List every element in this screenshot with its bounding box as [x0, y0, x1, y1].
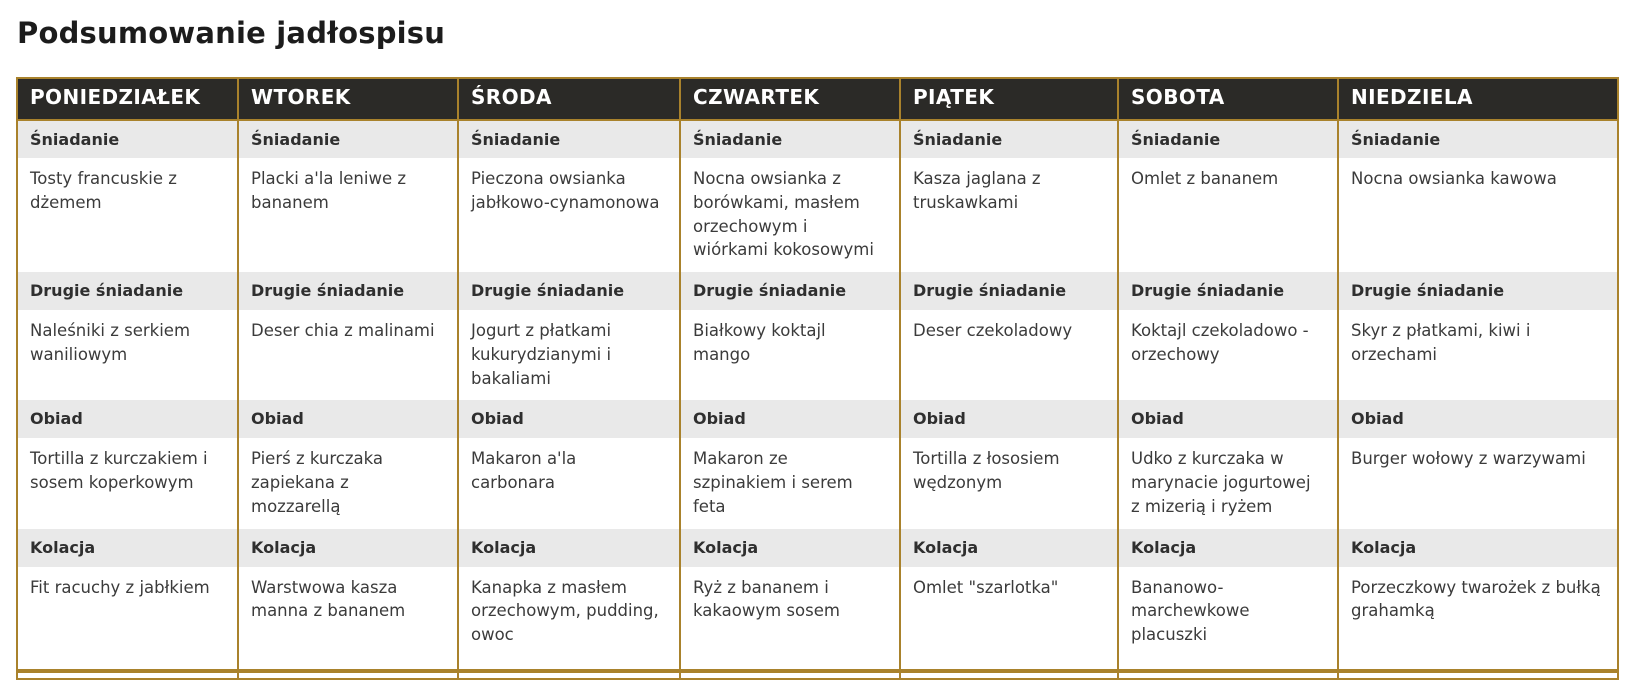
meal-type-label: Drugie śniadanie — [900, 272, 1118, 310]
meal-type-label: Kolacja — [1338, 529, 1618, 567]
next-row-partial-cell — [1118, 671, 1338, 679]
meal-cell: Białkowy koktajl mango — [680, 310, 900, 400]
meal-cell: Omlet "szarlotka" — [900, 567, 1118, 671]
meal-type-label-row — [17, 400, 1618, 438]
meal-type-label: Obiad — [238, 400, 458, 438]
next-row-partial — [17, 671, 1618, 679]
meal-type-label-row — [17, 272, 1618, 310]
meal-cell: Tortilla z kurczakiem i sosem koperkowym — [17, 438, 238, 528]
meal-cell: Bananowo-marchewkowe placuszki — [1118, 567, 1338, 671]
meal-type-label: Drugie śniadanie — [1338, 272, 1618, 310]
meal-cell: Pierś z kurczaka zapiekana z mozzarellą — [238, 438, 458, 528]
meal-type-label: Obiad — [17, 400, 238, 438]
meal-type-label: Śniadanie — [680, 120, 900, 158]
next-row-partial-cell — [1338, 671, 1618, 679]
meal-type-label: Obiad — [680, 400, 900, 438]
day-header-row — [17, 78, 1618, 120]
meal-cell: Kasza jaglana z truskawkami — [900, 158, 1118, 272]
meal-cell: Burger wołowy z warzywami — [1338, 438, 1618, 528]
meal-cell: Makaron ze szpinakiem i serem feta — [680, 438, 900, 528]
meal-type-label: Śniadanie — [238, 120, 458, 158]
meal-type-label: Obiad — [458, 400, 680, 438]
meal-type-label: Śniadanie — [17, 120, 238, 158]
meal-cell: Nocna owsianka kawowa — [1338, 158, 1618, 272]
day-header-3: ŚRODA — [458, 78, 680, 120]
meal-content-row — [17, 567, 1618, 671]
meal-type-label-row — [17, 120, 1618, 158]
meal-cell: Makaron a'la carbonara — [458, 438, 680, 528]
meal-type-label: Kolacja — [1118, 529, 1338, 567]
meal-type-label: Drugie śniadanie — [238, 272, 458, 310]
day-header-1: PONIEDZIAŁEK — [17, 78, 238, 120]
meal-content-row — [17, 438, 1618, 528]
meal-type-label: Obiad — [1338, 400, 1618, 438]
meal-cell: Deser chia z malinami — [238, 310, 458, 400]
meal-content-row — [17, 158, 1618, 272]
day-header-5: PIĄTEK — [900, 78, 1118, 120]
meal-content-row — [17, 310, 1618, 400]
meal-cell: Pieczona owsianka jabłkowo-cynamonowa — [458, 158, 680, 272]
meal-cell: Tosty francuskie z dżemem — [17, 158, 238, 272]
meal-type-label: Śniadanie — [458, 120, 680, 158]
meal-cell: Jogurt z płatkami kukurydzianymi i bakaliami — [458, 310, 680, 400]
meal-cell: Placki a'la leniwe z bananem — [238, 158, 458, 272]
meal-type-label: Drugie śniadanie — [680, 272, 900, 310]
next-row-partial-cell — [238, 671, 458, 679]
meal-cell: Tortilla z łososiem wędzonym — [900, 438, 1118, 528]
meal-cell: Ryż z bananem i kakaowym sosem — [680, 567, 900, 671]
meal-type-label: Obiad — [1118, 400, 1338, 438]
meal-type-label: Drugie śniadanie — [17, 272, 238, 310]
meal-type-label: Kolacja — [238, 529, 458, 567]
day-header-6: SOBOTA — [1118, 78, 1338, 120]
meal-cell: Koktajl czekoladowo - orzechowy — [1118, 310, 1338, 400]
next-row-partial-cell — [17, 671, 238, 679]
meal-cell: Skyr z płatkami, kiwi i orzechami — [1338, 310, 1618, 400]
meal-type-label: Śniadanie — [1118, 120, 1338, 158]
day-header-7: NIEDZIELA — [1338, 78, 1618, 120]
next-row-partial-cell — [900, 671, 1118, 679]
meal-type-label: Śniadanie — [900, 120, 1118, 158]
page-title: Podsumowanie jadłospisu — [17, 16, 446, 50]
meal-cell: Deser czekoladowy — [900, 310, 1118, 400]
meal-type-label: Kolacja — [680, 529, 900, 567]
meal-cell: Porzeczkowy twarożek z bułką grahamką — [1338, 567, 1618, 671]
meal-type-label: Obiad — [900, 400, 1118, 438]
next-row-partial-cell — [458, 671, 680, 679]
meal-type-label: Kolacja — [900, 529, 1118, 567]
menu-summary-table — [16, 77, 1619, 680]
meal-type-label: Śniadanie — [1338, 120, 1618, 158]
meal-cell: Warstwowa kasza manna z bananem — [238, 567, 458, 671]
meal-cell: Nocna owsianka z borówkami, masłem orzechowym i wiórkami kokosowymi — [680, 158, 900, 272]
meal-cell: Omlet z bananem — [1118, 158, 1338, 272]
day-header-4: CZWARTEK — [680, 78, 900, 120]
meal-cell: Naleśniki z serkiem waniliowym — [17, 310, 238, 400]
meal-type-label: Drugie śniadanie — [1118, 272, 1338, 310]
meal-cell: Kanapka z masłem orzechowym, pudding, owoc — [458, 567, 680, 671]
day-header-2: WTOREK — [238, 78, 458, 120]
meal-type-label-row — [17, 529, 1618, 567]
next-row-partial-cell — [680, 671, 900, 679]
meal-type-label: Kolacja — [17, 529, 238, 567]
meal-cell: Fit racuchy z jabłkiem — [17, 567, 238, 671]
meal-cell: Udko z kurczaka w marynacie jogurtowej z mizerią i ryżem — [1118, 438, 1338, 528]
meal-type-label: Kolacja — [458, 529, 680, 567]
meal-type-label: Drugie śniadanie — [458, 272, 680, 310]
